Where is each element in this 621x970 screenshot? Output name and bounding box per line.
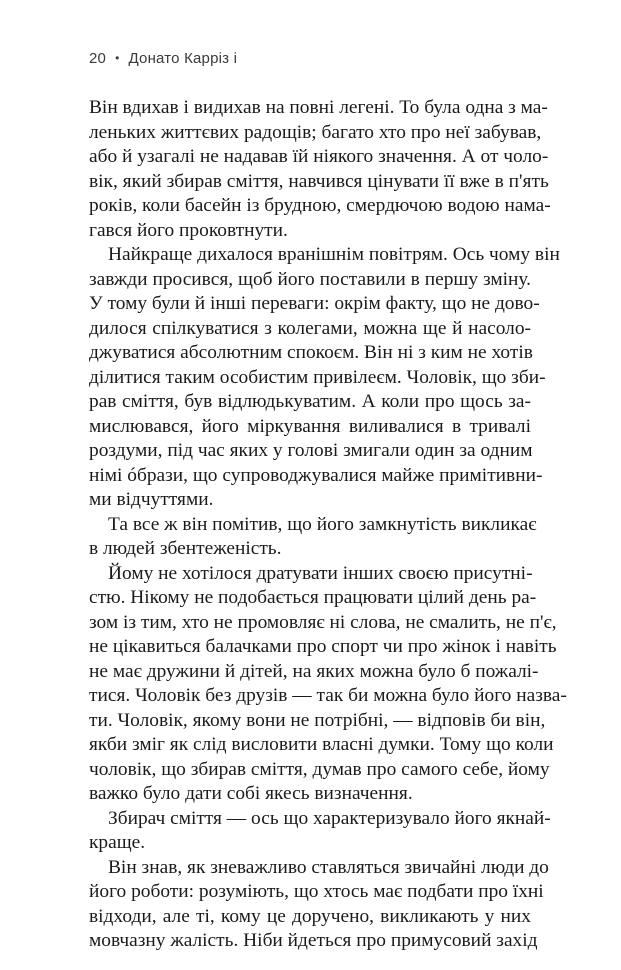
text-line: ти. Чоловік, якому вони не потрібні, — відповів би він, [89,709,546,731]
text-line: не має дружини й дітей, на яких можна було б пожалі- [89,660,539,682]
header-separator: • [115,51,120,65]
text-line: тися. Чоловік без друзів — так би можна було його назва- [89,685,567,706]
text-line: років, коли басейн із брудною, смердючою водою нама- [89,195,551,216]
text-line: Та все ж він помітив, що його замкнутість викликає [108,513,537,535]
text-line: краще. [89,832,146,853]
text-line: не цікавиться балачками про спорт чи про жінок і навіть [89,636,557,657]
text-line: в людей збентеженість. [89,538,282,559]
text-line: Він вдихав і видихав на повні легені. То була одна з ма- [89,97,548,118]
text-line: У тому були й інші переваги: окрім факту, що не дово- [89,293,540,314]
running-head [89,50,237,67]
page-number: 20 [89,50,107,67]
text-line: зом із тим, хто не промовляє ні слова, не смалить, не п'є, [89,611,557,633]
text-line: дилося спілкуватися з колегами, можна ще й насоло- [89,317,531,339]
author-name: Донато Карріз і [128,50,238,67]
text-line: Збирач сміття — ось що характеризувало його якнай- [108,807,551,829]
text-line: мислювався, його міркування виливалися в тривалі [89,415,531,437]
text-line: чоловік, що збирав сміття, думав про самого себе, йому [89,758,550,780]
text-line: стю. Нікому не подобається працювати цілий день ра- [89,587,537,608]
text-line: відходи, але ті, кому це доручено, викликають у них [89,905,531,927]
text-line: роздуми, під час яких у голові змигали один за одним [89,440,533,461]
text-line: Найкраще дихалося вранішнім повітрям. Ось чому він [108,244,560,265]
text-line: джуватися абсолютним спокоєм. Він ні з ким не хотів [89,342,533,363]
text-line: важко було дати собі якесь визначення. [89,783,413,804]
text-line: ми відчуттями. [89,489,214,510]
text-line: або й узагалі не надавав їй ніякого значення. А от чоло- [89,146,549,167]
text-line: завжди просився, щоб його поставили в першу зміну. [89,268,531,290]
text-line: гався його проковтнути. [89,219,288,241]
text-line: леньких життєвих радощів; багато хто про неї забував, [89,121,542,143]
text-line: Йому не хотілося дратувати інших своєю присутні- [108,562,533,584]
text-line: якби зміг як слід висловити власні думки. Тому що коли [89,734,554,755]
text-line: німі óбрази, що супроводжувалися майже примітивни- [89,464,543,486]
text-line: рав сміття, був відлюдькуватим. А коли про щось за- [89,391,531,412]
text-line: вік, який збирав сміття, навчився цінувати її вже в п'ять [89,170,549,192]
text-line: ділитися таким особистим привілеєм. Чоловік, що зби- [89,366,546,388]
text-line: мовчазну жалість. Ніби йдеться про примусовий захід [89,930,538,951]
text-line: Він знав, як зневажливо ставляться звичайні люди до [108,856,549,878]
body-text [89,96,567,954]
text-line: його роботи: розуміють, що хтось має подбати про їхні [89,881,544,902]
